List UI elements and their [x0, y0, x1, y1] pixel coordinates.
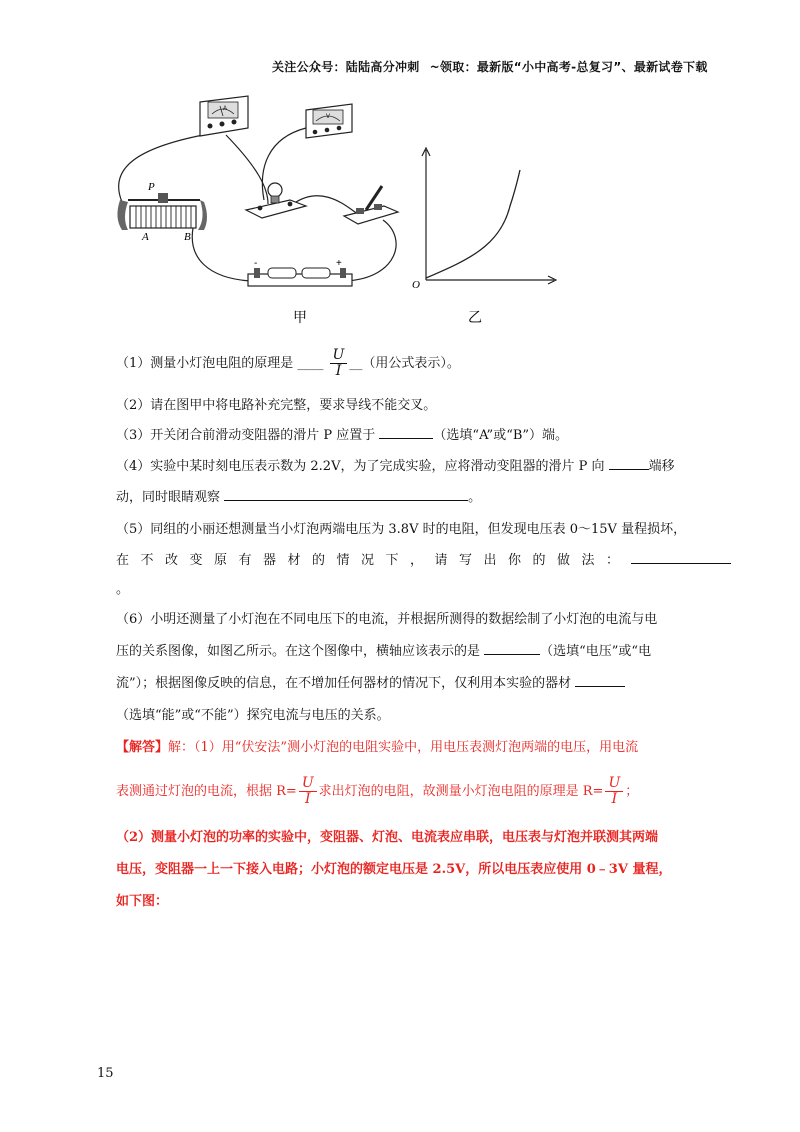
- label-jia: 甲: [293, 310, 307, 326]
- wire-rheostat-ammeter: [119, 135, 203, 202]
- circuit-figure: [108, 88, 568, 328]
- lamp-board: [246, 183, 306, 218]
- wire-battery-rheostat: [192, 228, 250, 281]
- answer-line-5: 如下图：: [116, 894, 169, 909]
- question-5: （5）同组的小丽还想测量当小灯泡两端电压为 3.8V 时的电阻，但发现电压表 0～15V 量程损坏，: [116, 522, 687, 537]
- wire-switch-battery: [346, 220, 396, 281]
- label-b: B: [184, 231, 191, 243]
- question-2: （2）请在图甲中将电路补充完整，要求导线不能交叉。: [116, 398, 437, 413]
- ammeter-letter: A: [223, 106, 228, 112]
- question-6-line2: 压的关系图像，如图乙所示。在这个图像中，横轴应该表示的是 （选填“电压”或“电: [116, 644, 652, 659]
- blank-q4-direction: [609, 457, 649, 470]
- rheostat: [117, 181, 207, 243]
- question-4: （4）实验中某时刻电压表示数为 2.2V，为了完成实验，应将滑动变阻器的滑片 P 向 端移: [116, 459, 675, 474]
- voltmeter: [306, 104, 352, 138]
- answer-fraction-1: $\frac{U}{I}$: [299, 776, 317, 807]
- answer-line-2: 表测通过灯泡的电流，根据 R= $\frac{U}{I}$ 求出灯泡的电阻，故测量小灯泡电阻的原理是 R= $\frac{U}{I}$ ；: [116, 775, 639, 807]
- answer-line-1: 【解答】解：（1）用“伏安法”测小灯泡的电阻实验中，用电压表测灯泡两端的电压，用电流: [116, 740, 639, 755]
- label-a: A: [142, 231, 149, 243]
- question-6-line4: （选填“能”或“不能”）探究电流与电压的关系。: [116, 708, 390, 723]
- answer-line-4: 电压，变阻器一上一下接入电路；小灯泡的额定电压是 2.5V，所以电压表应使用 0﹣3V 量程，: [116, 862, 672, 877]
- voltmeter-letter: V: [326, 114, 331, 120]
- wire-ammeter-lamp: [226, 135, 268, 204]
- answer-tag: 【解答】: [116, 740, 169, 755]
- question-6-line3: 流”）；根据图像反映的信息，在不增加任何器材的情况下，仅利用本实验的器材: [116, 672, 625, 691]
- page-header: [272, 58, 708, 75]
- label-origin: O: [412, 279, 420, 291]
- page-number: 15: [97, 1066, 114, 1081]
- battery-minus: -: [254, 258, 258, 269]
- header-account: 关注公众号：陆陆高分冲刺: [272, 60, 420, 74]
- question-5-line3: 。: [116, 582, 130, 597]
- blank-q3: [379, 426, 433, 439]
- header-promo: ~领取：最新版“小中高考-总复习”、最新试卷下载: [429, 60, 708, 74]
- question-3: （3）开关闭合前滑动变阻器的滑片 P 应置于 （选填“A”或“B”）端。: [116, 428, 569, 443]
- blank-q6-can: [575, 674, 625, 687]
- label-p: P: [148, 181, 155, 193]
- blank-q4-observe: [224, 488, 468, 501]
- answer-fraction-2: $\frac{U}{I}$: [605, 776, 623, 807]
- answer-line-3: （2）测量小灯泡的功率的实验中，变阻器、灯泡、电流表应串联，电压表与灯泡并联测其两端: [116, 830, 659, 845]
- ammeter: [200, 96, 248, 136]
- switch: [344, 186, 398, 224]
- question-1: （1）测量小灯泡电阻的原理是 ____ $\frac{U}{I}$ __（用公式表示）。: [116, 347, 460, 379]
- question-4-line2: 动，同时眼睛观察 。: [116, 490, 482, 505]
- blank-q5: [631, 551, 731, 564]
- fraction-u-over-i: $\frac{U}{I}$: [330, 348, 348, 379]
- blank-q6-axis: [484, 642, 540, 655]
- iv-curve: [426, 170, 520, 278]
- battery-box: [248, 258, 352, 286]
- question-5-line2: 在不改变原有器材的情况下，请写出你的做法：: [116, 549, 731, 568]
- question-6: （6）小明还测量了小灯泡在不同电压下的电流，并根据所测得的数据绘制了小灯泡的电流与电: [116, 612, 658, 627]
- iv-graph: [412, 148, 556, 291]
- label-yi: 乙: [468, 310, 482, 326]
- battery-plus: +: [336, 258, 342, 269]
